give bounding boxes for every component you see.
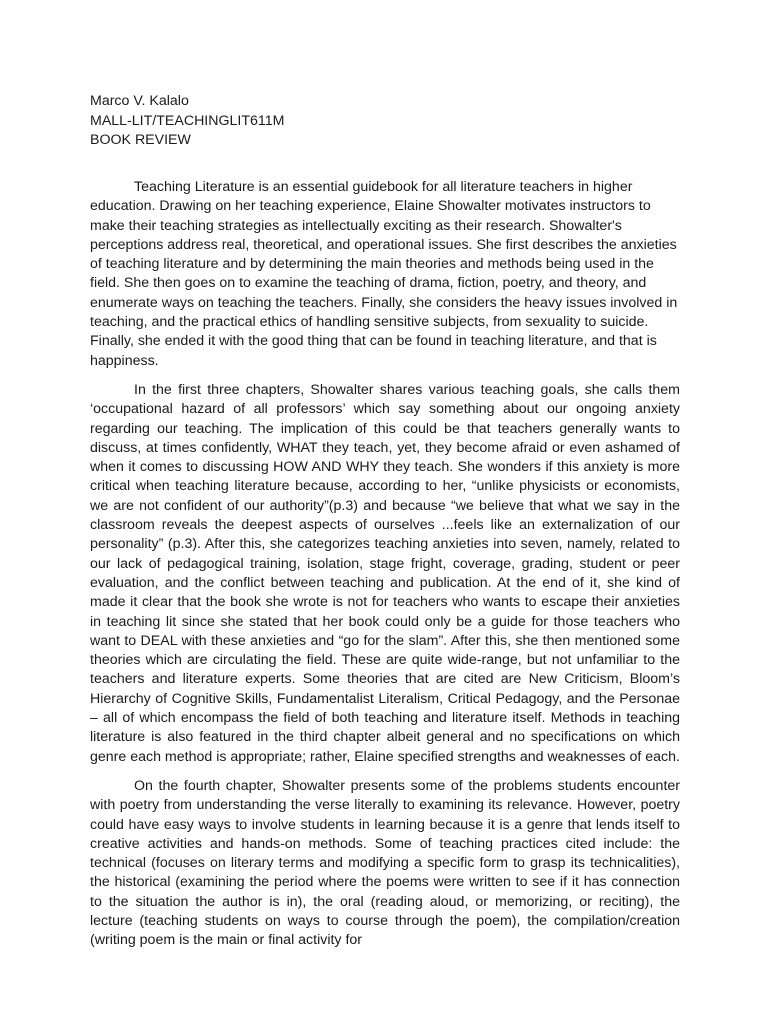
document-body — [90, 178, 680, 961]
paragraph-chapter-four: On the fourth chapter, Showalter presents some of the problems students encounter with poetry from understanding the verse literally to examining its relevance. However, poetry could have easy ways to involve students in learning because it is a genre that lends itself to creative activities and hands-on methods. Some of teaching practices cited include: the technical (focuses on literary terms and modifying a specific form to grasp its technicalities), the historical (examining the period where the poems were written to see if it has connection to the situation the author is in), the oral (reading aloud, or memorizing, or reciting), the lecture (teaching students on ways to course through the poem), the compilation/creation (writing poem is the main or final activity for — [90, 777, 680, 949]
paragraph-intro: Teaching Literature is an essential guidebook for all literature teachers in higher education. Drawing on her teaching experience, Elaine Showalter motivates instructors to make their teaching strategies as intellectually exciting as their research. Showalter's perceptions address real, theoretical, and operational issues. She first describes the anxieties of teaching literature and by determining the main theories and methods being used in the field. She then goes on to examine the teaching of drama, fiction, poetry, and theory, and enumerate ways on teaching the teachers. Finally, she considers the heavy issues involved in teaching, and the practical ethics of handling sensitive subjects, from sexuality to suicide. Finally, she ended it with the good thing that can be found in teaching literature, and that is happiness. — [90, 179, 678, 369]
course-code: MALL-LIT/TEACHINGLIT611M — [90, 112, 285, 129]
author-name: Marco V. Kalalo — [90, 93, 189, 109]
paragraph-chapters-one-to-three: In the first three chapters, Showalter shares various teaching goals, she calls them ‘occupational hazard of all professors’ which say something about our ongoing anxiety regarding our teaching. The implication of this could be that teachers generally wants to discuss, at times confidently, WHAT they teach, yet, they become afraid or even ashamed of when it comes to discussing HOW AND WHY they teach. She wonders if this anxiety is more critical when teaching literature because, according to her, “unlike physicists or economists, we are not confident of our authority”(p.3) and because “we believe that what we say in the classroom reveals the deepest aspects of ourselves ...feels like an externalization of our personality” (p.3). After this, she categorizes teaching anxieties into seven, namely, related to our lack of pedagogical training, isolation, stage fright, coverage, grading, student or peer evaluation, and the conflict between teaching and publication. At the end of it, she kind of made it clear that the book she wrote is not for teachers who wants to escape their anxieties in teaching lit since she stated that her book could only be a guide for those teachers who want to DEAL with these anxieties and “go for the slam”. After this, she then mentioned some theories which are circulating the field. These are quite wide-range, but not unfamiliar to the teachers and literature experts. Some theories that are cited are New Criticism, Bloom’s Hierarchy of Cognitive Skills, Fundamentalist Literalism, Critical Pedagogy, and the Personae – all of which encompass the field of both teaching and literature itself. Methods in teaching literature is also featured in the third chapter albeit general and no specifications on which genre each method is appropriate; rather, Elaine specified strengths and weaknesses of each. — [90, 381, 680, 765]
document-header — [90, 92, 284, 151]
document-type: BOOK REVIEW — [90, 132, 191, 148]
